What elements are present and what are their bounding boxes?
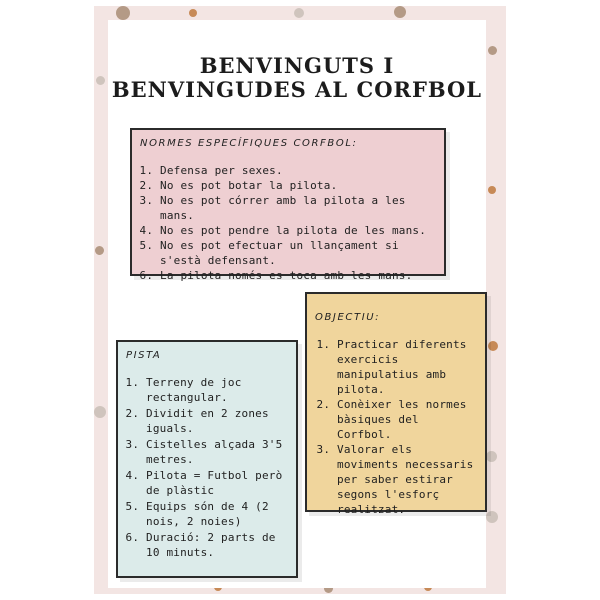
objectiu-heading: OBJECTIU:	[315, 312, 381, 323]
list-item: 5. No es pot efectuar un llançament si s'està defensant.	[160, 238, 436, 268]
normes-list	[140, 163, 436, 283]
pista-heading: PISTA	[126, 350, 162, 361]
decorative-dot	[116, 6, 130, 20]
list-item: 4. Pilota = Futbol però de plàstic	[146, 468, 288, 498]
decorative-dot	[189, 9, 197, 17]
decorative-dot	[394, 6, 406, 18]
list-item: 1. Practicar diferents exercicis manipulatius amb pilota.	[337, 337, 477, 397]
decorative-dot	[96, 76, 105, 85]
decorative-dot	[95, 246, 104, 255]
list-item: 5. Equips són de 4 (2 nois, 2 noies)	[146, 499, 288, 529]
pista-box	[116, 340, 298, 578]
list-item: 2. Dividit en 2 zones iguals.	[146, 406, 288, 436]
decorative-dot	[94, 406, 106, 418]
decorative-dot	[488, 341, 498, 351]
decorative-dot	[486, 511, 498, 523]
title-line-2: BENVINGUDES AL CORFBOL	[111, 77, 483, 102]
list-item: 3. No es pot córrer amb la pilota a les mans.	[160, 193, 436, 223]
list-item: 4. No es pot pendre la pilota de les mans.	[160, 223, 436, 238]
objectiu-box	[305, 292, 487, 516]
list-item: 2. Conèixer les normes bàsiques del Corfbol.	[337, 397, 477, 442]
title-line-1: BENVINGUTS I	[199, 53, 395, 78]
list-item: 1. Terreny de joc rectangular.	[146, 375, 288, 405]
normes-box	[130, 128, 446, 282]
list-item: 3. Valorar els moviments necessaris per saber estirar segons l'esforç realitzat.	[337, 442, 477, 517]
page-title	[108, 54, 486, 102]
pista-list	[126, 375, 288, 560]
decorative-dot	[294, 8, 304, 18]
decorative-dot	[486, 451, 497, 462]
list-item: 6. La pilota només es toca amb les mans.	[160, 268, 436, 283]
normes-heading: NORMES ESPECÍFIQUES CORFBOL:	[140, 138, 358, 149]
list-item: 1. Defensa per sexes.	[160, 163, 436, 178]
objectiu-list	[315, 337, 477, 517]
decorative-dot	[488, 46, 497, 55]
list-item: 2. No es pot botar la pilota.	[160, 178, 436, 193]
decorative-dot	[488, 186, 496, 194]
list-item: 6. Duració: 2 parts de 10 minuts.	[146, 530, 288, 560]
list-item: 3. Cistelles alçada 3'5 metres.	[146, 437, 288, 467]
